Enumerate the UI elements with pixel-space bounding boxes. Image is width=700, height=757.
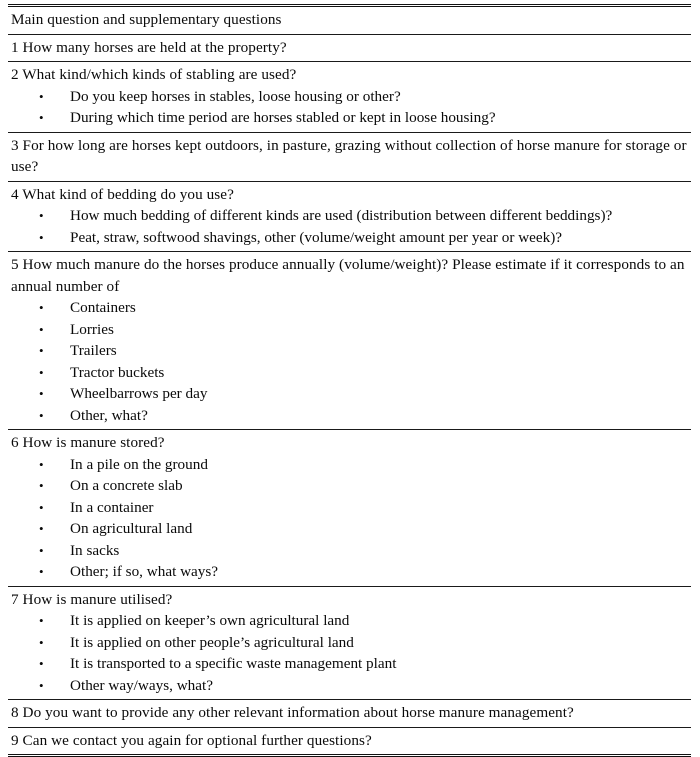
sub-question-item xyxy=(8,205,691,227)
question-text: 2 What kind/which kinds of stabling are used? xyxy=(11,66,297,83)
sub-question-label: On agricultural land xyxy=(70,520,193,537)
question-text: 1 How many horses are held at the property? xyxy=(11,38,287,56)
sub-question-label: It is applied on keeper’s own agricultural land xyxy=(70,612,350,629)
question-text: 4 What kind of bedding do you use? xyxy=(11,185,234,203)
sub-question-label: During which time period are horses stabled or kept in loose housing? xyxy=(70,109,496,126)
sub-question-label: In sacks xyxy=(70,541,120,559)
sub-question-label: Wheelbarrows per day xyxy=(70,385,208,402)
table-cell xyxy=(8,727,691,756)
bullet-icon: • xyxy=(39,229,44,245)
table-row xyxy=(8,586,691,700)
bullet-icon: • xyxy=(39,208,44,223)
sub-question-item xyxy=(8,653,691,675)
sub-question-item xyxy=(8,610,691,632)
table-row xyxy=(8,700,691,728)
table-cell xyxy=(8,62,691,133)
sub-question-list xyxy=(8,297,691,426)
table-row xyxy=(8,62,691,133)
sub-question-label: Peat, straw, softwood shavings, other (volume/weight amount per year or week)? xyxy=(70,228,563,246)
sub-question-label: In a pile on the ground xyxy=(70,455,208,473)
bullet-icon: • xyxy=(39,564,44,579)
bullet-icon: • xyxy=(39,343,44,358)
sub-question-item xyxy=(8,497,691,519)
sub-question-label: Other, what? xyxy=(70,406,148,424)
bullet-icon: • xyxy=(39,634,44,650)
sub-question-label: Other way/ways, what? xyxy=(70,676,213,694)
question-text: 6 How is manure stored? xyxy=(11,434,165,451)
table-cell xyxy=(8,586,691,700)
table-cell xyxy=(8,6,691,35)
sub-question-item xyxy=(8,405,691,427)
table-row xyxy=(8,252,691,430)
bullet-icon: • xyxy=(39,300,44,315)
sub-question-label: It is applied on other people’s agricultural land xyxy=(70,633,354,651)
bullet-icon: • xyxy=(39,478,44,493)
table-cell xyxy=(8,34,691,62)
sub-question-label: In a container xyxy=(70,498,154,516)
sub-question-label: It is transported to a specific waste management plant xyxy=(70,655,397,672)
sub-question-item xyxy=(8,362,691,384)
sub-question-label: Tractor buckets xyxy=(70,363,165,381)
sub-question-label: Lorries xyxy=(70,320,114,338)
table-cell xyxy=(8,430,691,587)
sub-question-item xyxy=(8,475,691,497)
table-row xyxy=(8,34,691,62)
question-text: 7 How is manure utilised? xyxy=(11,590,173,608)
table-row xyxy=(8,181,691,252)
bullet-icon: • xyxy=(39,110,44,125)
bullet-icon: • xyxy=(39,386,44,401)
sub-question-item xyxy=(8,107,691,129)
question-text: 5 How much manure do the horses produce annually (volume/weight)? Please estimate if it corresponds to an annual number of xyxy=(11,256,685,295)
bullet-icon: • xyxy=(39,364,44,380)
sub-question-label: Do you keep horses in stables, loose housing or other? xyxy=(70,87,401,105)
sub-question-item xyxy=(8,632,691,654)
sub-question-item xyxy=(8,86,691,108)
bullet-icon: • xyxy=(39,499,44,515)
sub-question-label: Containers xyxy=(70,299,136,316)
table-row xyxy=(8,132,691,181)
bullet-icon: • xyxy=(39,456,44,472)
bullet-icon: • xyxy=(39,321,44,337)
sub-question-list xyxy=(8,86,691,129)
table-header-row xyxy=(8,6,691,35)
table-cell xyxy=(8,181,691,252)
questionnaire-table xyxy=(8,4,691,757)
question-text: 8 Do you want to provide any other relevant information about horse manure management? xyxy=(11,704,574,721)
sub-question-label: On a concrete slab xyxy=(70,477,183,494)
sub-question-item xyxy=(8,297,691,319)
table-cell xyxy=(8,700,691,728)
sub-question-item xyxy=(8,383,691,405)
sub-question-item xyxy=(8,675,691,697)
sub-question-item xyxy=(8,540,691,562)
question-text: 9 Can we contact you again for optional further questions? xyxy=(11,731,372,749)
sub-question-list xyxy=(8,454,691,583)
sub-question-list xyxy=(8,610,691,696)
sub-question-item xyxy=(8,340,691,362)
table-cell xyxy=(8,252,691,430)
bullet-icon: • xyxy=(39,88,44,104)
bullet-icon: • xyxy=(39,656,44,671)
sub-question-item xyxy=(8,227,691,249)
sub-question-item xyxy=(8,454,691,476)
bullet-icon: • xyxy=(39,542,44,558)
sub-question-item xyxy=(8,561,691,583)
bullet-icon: • xyxy=(39,407,44,423)
sub-question-label: Other; if so, what ways? xyxy=(70,563,219,580)
sub-question-item xyxy=(8,319,691,341)
table-row xyxy=(8,727,691,756)
sub-question-label: How much bedding of different kinds are used (distribution between different beddings)? xyxy=(70,207,613,224)
table-cell xyxy=(8,132,691,181)
bullet-icon: • xyxy=(39,613,44,628)
sub-question-label: Trailers xyxy=(70,342,117,359)
table-column-header: Main question and supplementary questions xyxy=(11,11,282,28)
sub-question-list xyxy=(8,205,691,248)
question-text: 3 For how long are horses kept outdoors, in pasture, grazing without collection of horse manure for storage or use? xyxy=(11,136,687,175)
bullet-icon: • xyxy=(39,677,44,693)
bullet-icon: • xyxy=(39,521,44,536)
sub-question-item xyxy=(8,518,691,540)
table-row xyxy=(8,430,691,587)
questionnaire-table-body xyxy=(8,6,691,756)
